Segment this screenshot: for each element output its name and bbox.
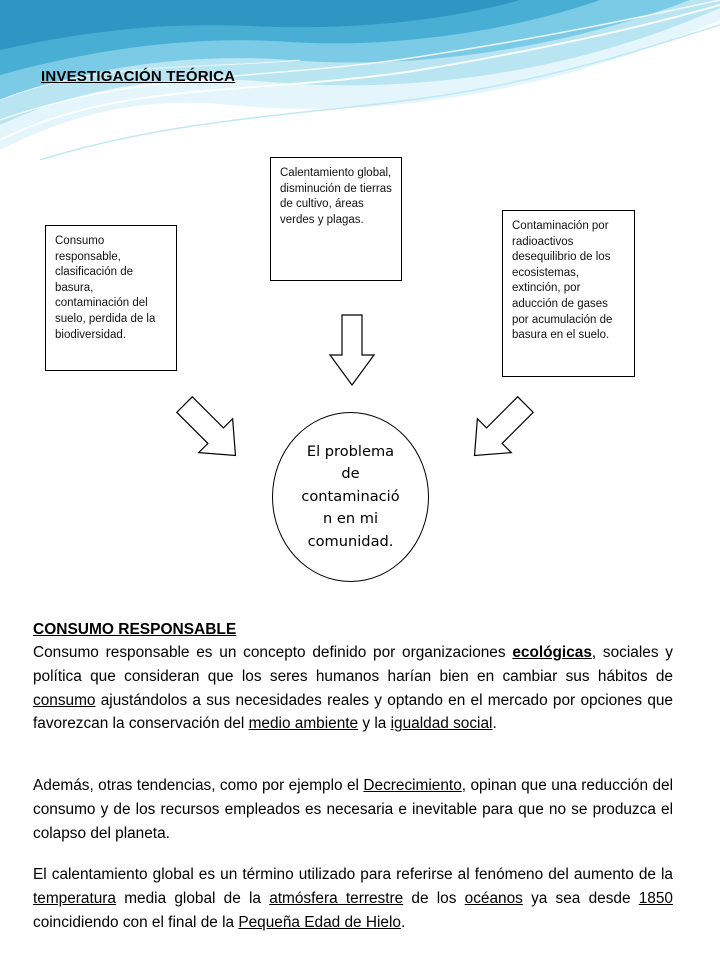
link-temperatura[interactable]: temperatura bbox=[33, 889, 116, 907]
link-igualdad-social[interactable]: igualdad social bbox=[390, 715, 493, 733]
paragraph-decrecimiento bbox=[33, 774, 673, 845]
text-span: y la bbox=[358, 715, 391, 733]
cause-text-center: Calentamiento global, disminución de tierras de cultivo, áreas verdes y plagas. bbox=[280, 167, 392, 226]
paragraph-consumo bbox=[33, 641, 673, 736]
text-span: Además, otras tendencias, como por ejemplo el bbox=[33, 777, 364, 794]
text-span: media global de la bbox=[115, 889, 270, 907]
link-oceanos[interactable]: océanos bbox=[464, 889, 523, 907]
central-problem-circle bbox=[272, 412, 429, 582]
text-span: ya sea desde bbox=[522, 889, 639, 907]
text-span: ajustándolos a sus necesidades reales y optando en el mercado por opciones que favorezcan la conservación del bbox=[33, 691, 673, 733]
text-span: El calentamiento global es un término utilizado para referirse al fenómeno del aumento de la bbox=[33, 866, 673, 883]
link-pequena-edad-de-hielo[interactable]: Pequeña Edad de Hielo bbox=[238, 913, 401, 931]
text-span: . bbox=[400, 913, 406, 931]
link-ecologicas[interactable]: ecológicas bbox=[512, 644, 592, 661]
link-consumo[interactable]: consumo bbox=[33, 691, 96, 709]
text-span: de los bbox=[403, 889, 465, 907]
arrow-down-icon bbox=[330, 315, 374, 385]
arrow-down-left-icon bbox=[458, 388, 543, 473]
central-problem-text: El problema de contaminació n en mi comunidad. bbox=[301, 442, 400, 550]
link-1850[interactable]: 1850 bbox=[638, 889, 673, 907]
link-atmosfera-terrestre[interactable]: atmósfera terrestre bbox=[269, 889, 404, 907]
link-medio-ambiente[interactable]: medio ambiente bbox=[248, 715, 359, 733]
cause-text-right: Contaminación por radioactivos desequilibrio de los ecosistemas, extinción, por aducción de gases por acumulación de basura en el suelo. bbox=[512, 220, 613, 342]
text-span: , opinan que una reducción del consumo y de los recursos empleados es necesaria e inevitable para que no se produzca el colapso del planeta. bbox=[33, 777, 673, 842]
cause-text-left: Consumo responsable, clasificación de basura, contaminación del suelo, perdida de la biodiversidad. bbox=[55, 235, 156, 341]
section-title: CONSUMO RESPONSABLE bbox=[33, 621, 237, 638]
link-decrecimiento[interactable]: Decrecimiento bbox=[363, 777, 462, 794]
paragraph-calentamiento bbox=[33, 863, 673, 934]
page-heading: INVESTIGACIÓN TEÓRICA bbox=[41, 68, 236, 85]
arrow-down-right-icon bbox=[168, 388, 253, 473]
text-span: coincidiendo con el final de la bbox=[33, 913, 239, 931]
text-span: Consumo responsable es un concepto definido por organizaciones bbox=[33, 644, 513, 661]
text-span: . bbox=[492, 715, 497, 733]
text-span: , sociales y política que consideran que los seres humanos harían bien en cambiar sus hábitos de bbox=[33, 644, 673, 685]
